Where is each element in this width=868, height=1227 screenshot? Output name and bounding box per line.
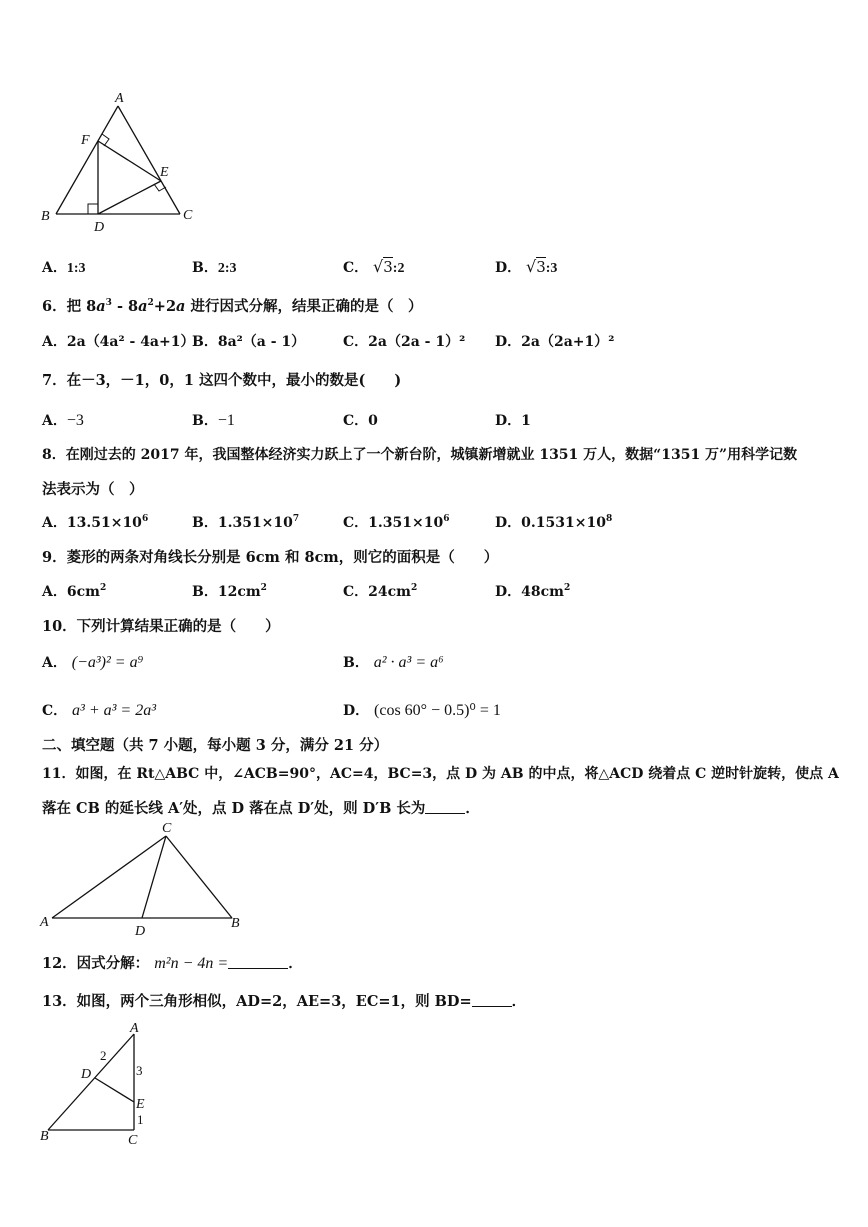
q10-option-d: D． (cos 60° − 0.5)⁰ = 1 (343, 702, 501, 719)
q6-option-c: C．2a（2a - 1）² (343, 334, 466, 350)
q9-option-d: D．$48cm^2$ (495, 583, 571, 600)
q11-stem-line1: 11．如图，在 Rt△ABC 中，∠ACB=90°，AC=4，BC=3，点 D 为 AB 的中点，将△ACD 绕着点 C 逆时针旋转，使点 A (42, 766, 839, 782)
q7-option-b: B．−1 (192, 412, 235, 429)
q12-stem: 12．因式分解： m²n − 4n = ． (42, 955, 303, 972)
label-D: D (94, 220, 105, 235)
q7-stem: 7．在－3，－1，0，1 这四个数中，最小的数是( ) (42, 372, 402, 389)
q5-option-b: B．2:3 (192, 260, 237, 276)
triangle-figure-q11 (38, 820, 248, 940)
q9-option-c: C．$24cm^2$ (343, 583, 418, 600)
q10-option-a: A． (−a³)² = a⁹ (42, 654, 144, 671)
answer-blank[interactable] (425, 801, 465, 814)
q8-stem-line1: 8．在刚过去的 2017 年，我国整体经济实力跃上了一个新台阶，城镇新增就业 1351 万人，数据“1351 万”用科学记数 (42, 447, 798, 463)
q10-option-b: B． a² · a³ = a⁶ (343, 654, 444, 671)
q9-stem: 9．菱形的两条对角线长分别是 6cm 和 8cm，则它的面积是（ ） (42, 549, 499, 566)
q6-stem: 6．把 $8a^3 - 8a^2+2a$ 进行因式分解，结果正确的是（ ） (42, 298, 423, 315)
label-A: A (130, 1021, 139, 1036)
q8-option-a: A．$13.51\times 10^6$ (42, 514, 149, 531)
q5-option-a: A．1:3 (42, 260, 86, 276)
answer-blank[interactable] (228, 956, 288, 969)
q6-option-a: A．2a（4a² - 4a+1） (42, 334, 195, 350)
length-label-ad: 2 (100, 1048, 107, 1063)
label-D: D (81, 1067, 92, 1082)
q13-stem: 13．如图，两个三角形相似，AD=2，AE=3，EC=1，则 BD= ． (42, 993, 527, 1010)
label-E: E (136, 1097, 145, 1112)
label-B: B (40, 1129, 49, 1144)
q8-option-b: B．$1.351\times 10^7$ (192, 514, 300, 531)
triangle-figure-q5 (38, 90, 208, 240)
q10-stem: 10．下列计算结果正确的是（ ） (42, 618, 280, 635)
label-A: A (40, 915, 49, 930)
q10-option-c: C． a³ + a³ = 2a³ (42, 702, 157, 719)
q7-option-c: C．0 (343, 413, 378, 429)
q8-stem-line2: 法表示为（ ） (42, 481, 144, 498)
label-E: E (160, 165, 169, 180)
q5-option-d: D． √3:3 (495, 257, 558, 276)
q9-option-a: A．$6cm^2$ (42, 583, 107, 600)
q8-option-c: C．$1.351\times 10^6$ (343, 514, 450, 531)
q11-stem-line2: 落在 CB 的延长线 A′处，点 D 落在点 D′处，则 D′B 长为 ． (42, 800, 480, 817)
label-F: F (81, 133, 90, 148)
label-C: C (162, 821, 172, 836)
q8-option-d: D．$0.1531\times 10^8$ (495, 514, 613, 531)
q6-option-d: D．2a（2a+1）² (495, 334, 615, 350)
answer-blank[interactable] (472, 994, 512, 1007)
label-C: C (183, 208, 193, 223)
q9-option-b: B．$12cm^2$ (192, 583, 267, 600)
length-label-ae: 3 (136, 1063, 143, 1078)
length-label-ec: 1 (137, 1112, 144, 1127)
label-D: D (135, 924, 146, 939)
label-A: A (115, 91, 124, 106)
triangle-figure-q13 (38, 1020, 168, 1150)
section-title: 二、填空题（共 7 小题，每小题 3 分，满分 21 分） (42, 737, 389, 754)
q6-option-b: B．8a²（a - 1） (192, 334, 306, 350)
q7-option-a: A．−3 (42, 412, 84, 429)
label-C: C (128, 1133, 138, 1148)
label-B: B (41, 209, 50, 224)
q5-option-c: C． √3:2 (343, 257, 405, 276)
label-B: B (231, 916, 240, 931)
q7-option-d: D．1 (495, 413, 531, 429)
